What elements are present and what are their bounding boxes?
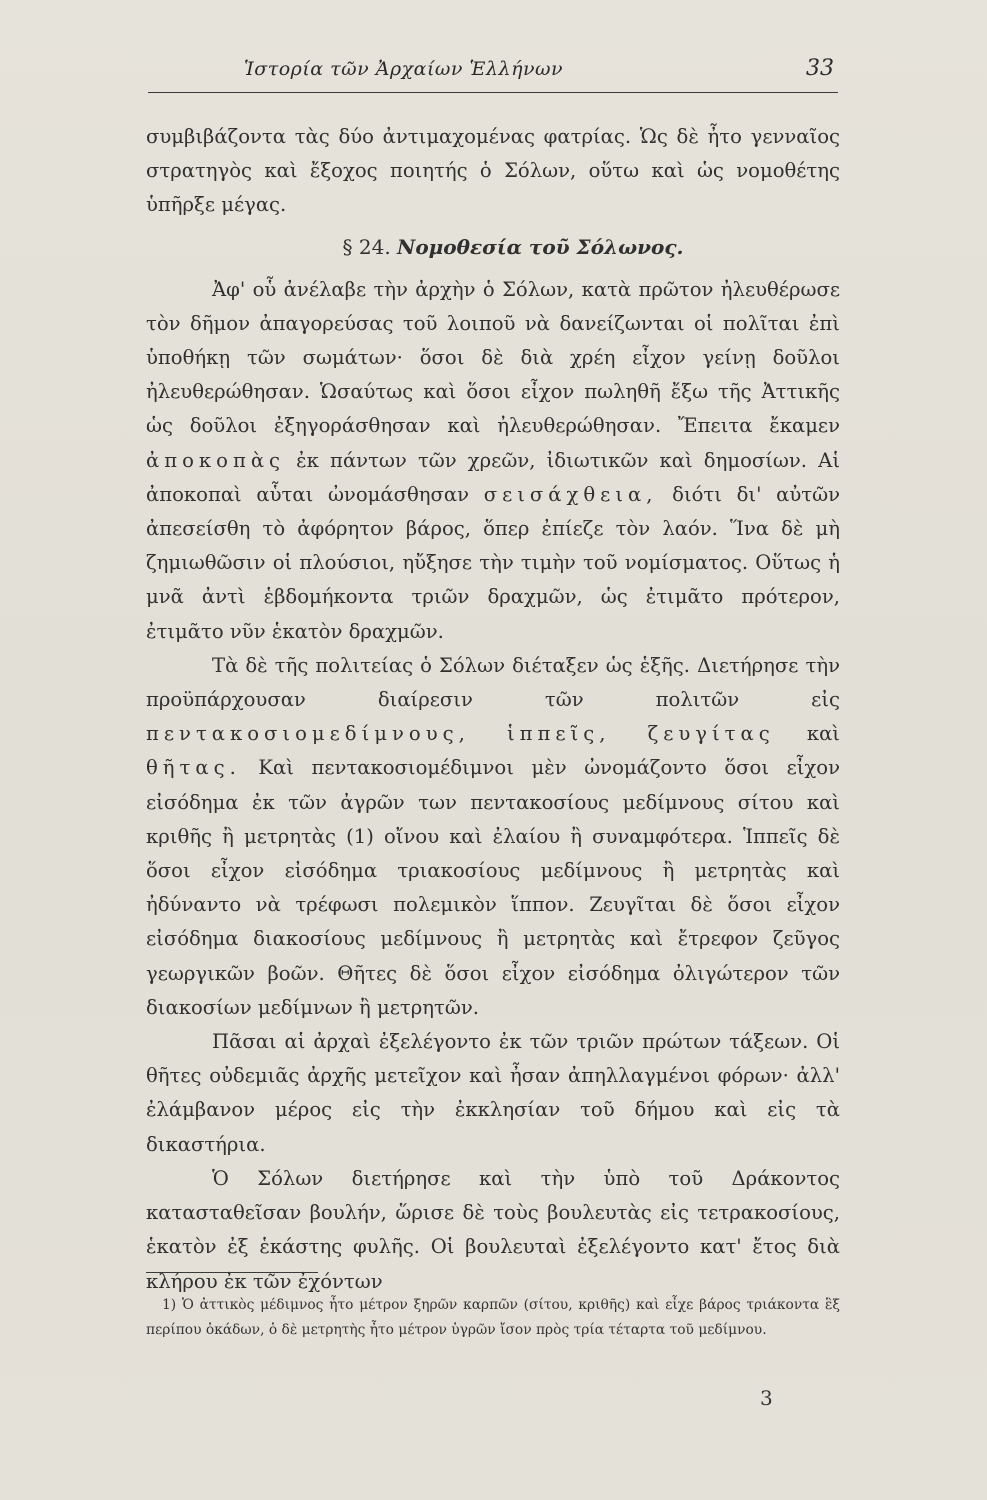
paragraph-3-and: καὶ [806, 722, 840, 746]
paragraph-3 [146, 649, 840, 1025]
paragraph-2-part-b: ἐκ πάντων τῶν χρεῶν, ἰδιωτικῶν καὶ δημοσίων. Αἱ ἀποκοπαὶ αὗται ὠνομάσθησαν [146, 448, 840, 506]
page-header [148, 52, 838, 93]
running-title: Ἱστορία τῶν Ἀρχαίων Ἑλλήνων [244, 58, 564, 80]
footnote-rule [146, 1272, 318, 1273]
footnote-text: 1) Ὁ ἀττικὸς μέδιμνος ἦτο μέτρον ξηρῶν καρπῶν (σίτου, κριθῆς) καὶ εἶχε βάρος τριάκοντα ἓξ περίπου ὀκάδων, ὁ δὲ μετρητὴς ἦτο μέτρον ὑγρῶν ἴσον πρὸς τρία τέταρτα τοῦ μεδίμνου. [146, 1297, 840, 1338]
page-number: 33 [806, 56, 834, 81]
spaced-term-apokopas: ἀποκοπὰς [146, 448, 286, 472]
main-text [146, 120, 840, 1299]
paragraph-4: Πᾶσαι αἱ ἀρχαὶ ἐξελέγοντο ἐκ τῶν τριῶν πρώτων τάξεων. Οἱ θῆτες οὐδεμιᾶς ἀρχῆς μετεῖχον καὶ ἦσαν ἀπηλλαγμένοι φόρων· ἀλλ' ἐλάμβανον μέρος εἰς τὴν ἐκκλησίαν τοῦ δήμου καὶ εἰς τὰ δικαστήρια. [146, 1030, 840, 1156]
spaced-term-thetas: θῆτας. [146, 756, 241, 780]
signature-mark: 3 [760, 1386, 773, 1410]
section-number: § 24. [342, 234, 391, 259]
paragraph-2-part-c: διότι δι' αὐτῶν ἀπεσείσθη τὸ ἀφόρητον βάρος, ὅπερ ἐπίεζε τὸν λαόν. Ἵνα δὲ μὴ ζημιωθῶσιν οἱ πλούσιοι, ηὔξησε τὴν τιμὴν τοῦ νομίσματος. Οὕτως ἡ μνᾶ ἀντὶ ἑβδομήκοντα τριῶν δραχμῶν, ὡς ἐτιμᾶτο πρότερον, ἐτιμᾶτο νῦν ἑκατὸν δραχμῶν. [146, 482, 841, 643]
paragraph-2 [146, 273, 840, 649]
paragraph-2-part-a: Ἀφ' οὗ ἀνέλαβε τὴν ἀρχὴν ὁ Σόλων, κατὰ πρῶτον ἠλευθέρωσε τὸν δῆμον ἀπαγορεύσας τοῦ λοιποῦ νὰ δανείζωνται οἱ πολῖται ἐπὶ ὑποθήκῃ τῶν σωμάτων· ὅσοι δὲ διὰ χρέη εἶχον γείνῃ δοῦλοι ἠλευθερώθησαν. Ὡσαύτως καὶ ὅσοι εἶχον πωληθῆ ἔξω τῆς Ἀττικῆς ὡς δοῦλοι ἐξηγοράσθησαν καὶ ἠλευθερώθησαν. Ἔπειτα ἔκαμεν [146, 277, 840, 438]
section-heading [146, 229, 840, 265]
section-title: Νομοθεσία τοῦ Σόλωνος. [397, 234, 684, 259]
paragraph-1: συμβιβάζοντα τὰς δύο ἀντιμαχομένας φατρίας. Ὡς δὲ ἦτο γενναῖος στρατηγὸς καὶ ἔξοχος ποιητής ὁ Σόλων, οὕτω καὶ ὡς νομοθέτης ὑπῆρξε μέγας. [146, 125, 840, 217]
paragraph-3-part-a: Τὰ δὲ τῆς πολιτείας ὁ Σόλων διέταξεν ὡς ἑξῆς. Διετήρησε τὴν προϋπάρχουσαν διαίρεσιν τῶν πολιτῶν εἰς [146, 653, 840, 712]
footnote [146, 1293, 840, 1343]
paragraph-3-part-b: Καὶ πεντακοσιομέδιμνοι μὲν ὠνομάζοντο ὅσοι εἶχον εἰσόδημα ἐκ τῶν ἀγρῶν των πεντακοσίους μεδίμνους σίτου καὶ κριθῆς ἢ μετρητὰς (1) οἴνου καὶ ἐλαίου ἢ συναμφότερα. Ἱππεῖς δὲ ὅσοι εἶχον εἰσόδημα τριακοσίους μεδίμνους ἢ μετρητὰς καὶ ἠδύναντο νὰ τρέφωσι πολεμικὸν ἵππον. Ζευγῖται δὲ ὅσοι εἶχον εἰσόδημα διακοσίους μεδίμνους ἢ μετρητὰς καὶ ἔτρεφον ζεῦγος γεωργικῶν βοῶν. Θῆτες δὲ ὅσοι εἶχον εἰσόδημα ὀλιγώτερον τῶν διακοσίων μεδίμνων ἢ μετρητῶν. [146, 756, 840, 1019]
paragraph-5: Ὁ Σόλων διετήρησε καὶ τὴν ὑπὸ τοῦ Δράκοντος κατασταθεῖσαν βουλήν, ὥρισε δὲ τοὺς βουλευτὰς εἰς τετρακοσίους, ἑκατὸν ἐξ ἑκάστης φυλῆς. Οἱ βουλευταὶ ἐξελέγοντο κατ' ἔτος διὰ κλήρου ἐκ τῶν ἐχόντων [146, 1166, 840, 1293]
spaced-term-seisachtheia: σεισάχθεια, [483, 482, 658, 506]
spaced-term-classes: πεντακοσιομεδίμνους, ἱππεῖς, ζευγίτας [146, 722, 775, 746]
